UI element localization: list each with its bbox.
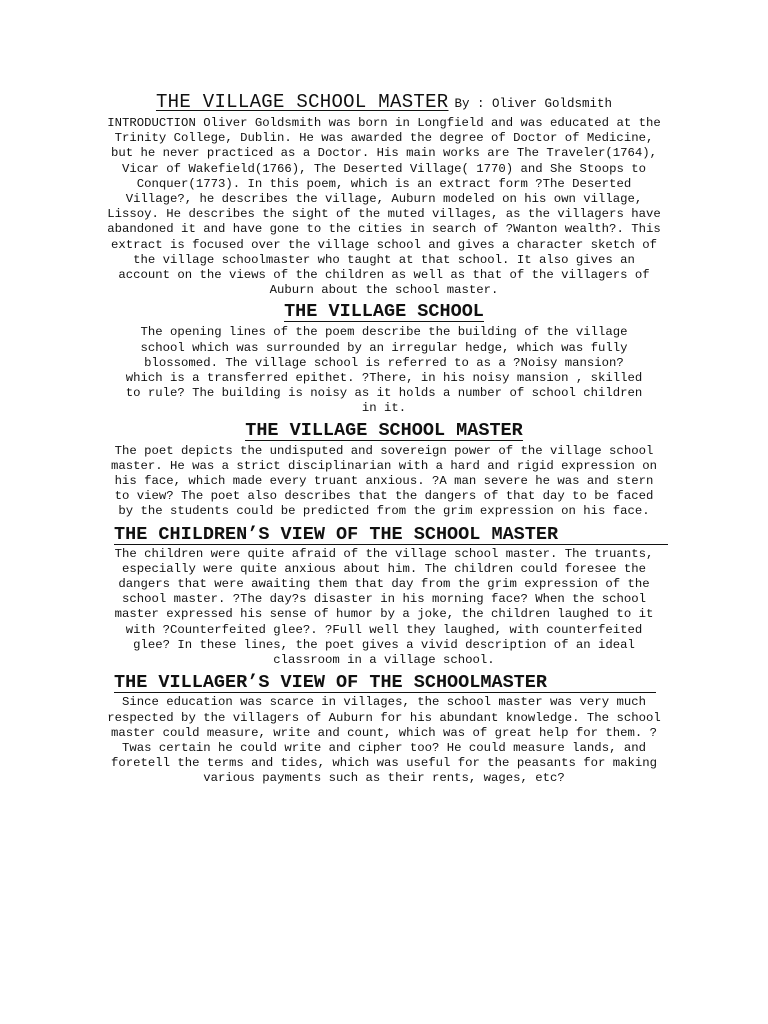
section-paragraph-villagers-view: Since education was scarce in villages, the school master was very much respected by the villagers of Auburn for his abundant knowledge. The school master could measure, write and count, which was of great help for them. ?Twas certain he could write and cipher too? He could measure lands, and foretell the terms and tides, which was useful for the peasants for making various payments such as their rents, wages, etc? (107, 695, 661, 786)
section-heading-text: THE VILLAGER’S VIEW OF THE SCHOOLMASTER (114, 673, 656, 693)
section-paragraph-village-school-master: The poet depicts the undisputed and sovereign power of the village school master. He was a strict disciplinarian with a hard and rigid expression on his face, which made every truant anxious. ?A man severe he was and stern to view? The poet also describes that the dangers of that day to be faced by the students could be predicted from the grim expression on his face. (110, 443, 658, 519)
section-heading-text: THE VILLAGE SCHOOL MASTER (245, 419, 523, 441)
section-heading-villagers-view (0, 672, 768, 694)
document-title: THE VILLAGE SCHOOL MASTER (155, 91, 449, 113)
section-heading-village-school (0, 301, 768, 323)
section-heading-childrens-view (0, 524, 768, 546)
title-line (0, 88, 768, 116)
document-page (0, 88, 768, 787)
section-heading-village-school-master (0, 420, 768, 442)
section-heading-text: THE VILLAGE SCHOOL (284, 301, 484, 323)
author-byline: By : Oliver Goldsmith (454, 97, 613, 111)
section-paragraph-village-school: The opening lines of the poem describe the building of the village school which was surrounded by an irregular hedge, which was fully blossomed. The village school is referred to as a ?Noisy mansion? which is a transferred epithet. ?There, in his noisy mansion , skilled to rule? The building is noisy as it holds a number of school children in it. (125, 325, 643, 416)
section-paragraph-childrens-view: The children were quite afraid of the village school master. The truants, especially were quite anxious about him. The children could foresee the dangers that were awaiting them that day from the grim expression of the school master. ?The day?s disaster in his morning face? When the school master expressed his sense of humor by a joke, the children laughed to it with ?Counterfeited glee?. ?Full well they laughed, with counterfeited glee? In these lines, the poet gives a vivid description of an ideal classroom in a village school. (114, 546, 654, 668)
intro-paragraph: INTRODUCTION Oliver Goldsmith was born in Longfield and was educated at the Trinity College, Dublin. He was awarded the degree of Doctor of Medicine, but he never practiced as a Doctor. His main works are The Traveler(1764), Vicar of Wakefield(1766), The Deserted Village( 1770) and She Stoops to Conquer(1773). In this poem, which is an extract form ?The Deserted Village?, he describes the village, Auburn modeled on his own village, Lissoy. He describes the sight of the muted villages, as the villagers have abandoned it and have gone to the cities in search of ?Wanton wealth?. This extract is focused over the village school and gives a character sketch of the village schoolmaster who taught at that school. It also gives an account on the views of the children as well as that of the villagers of Auburn about the school master. (107, 116, 661, 298)
section-heading-text: THE CHILDREN’S VIEW OF THE SCHOOL MASTER (114, 525, 668, 545)
